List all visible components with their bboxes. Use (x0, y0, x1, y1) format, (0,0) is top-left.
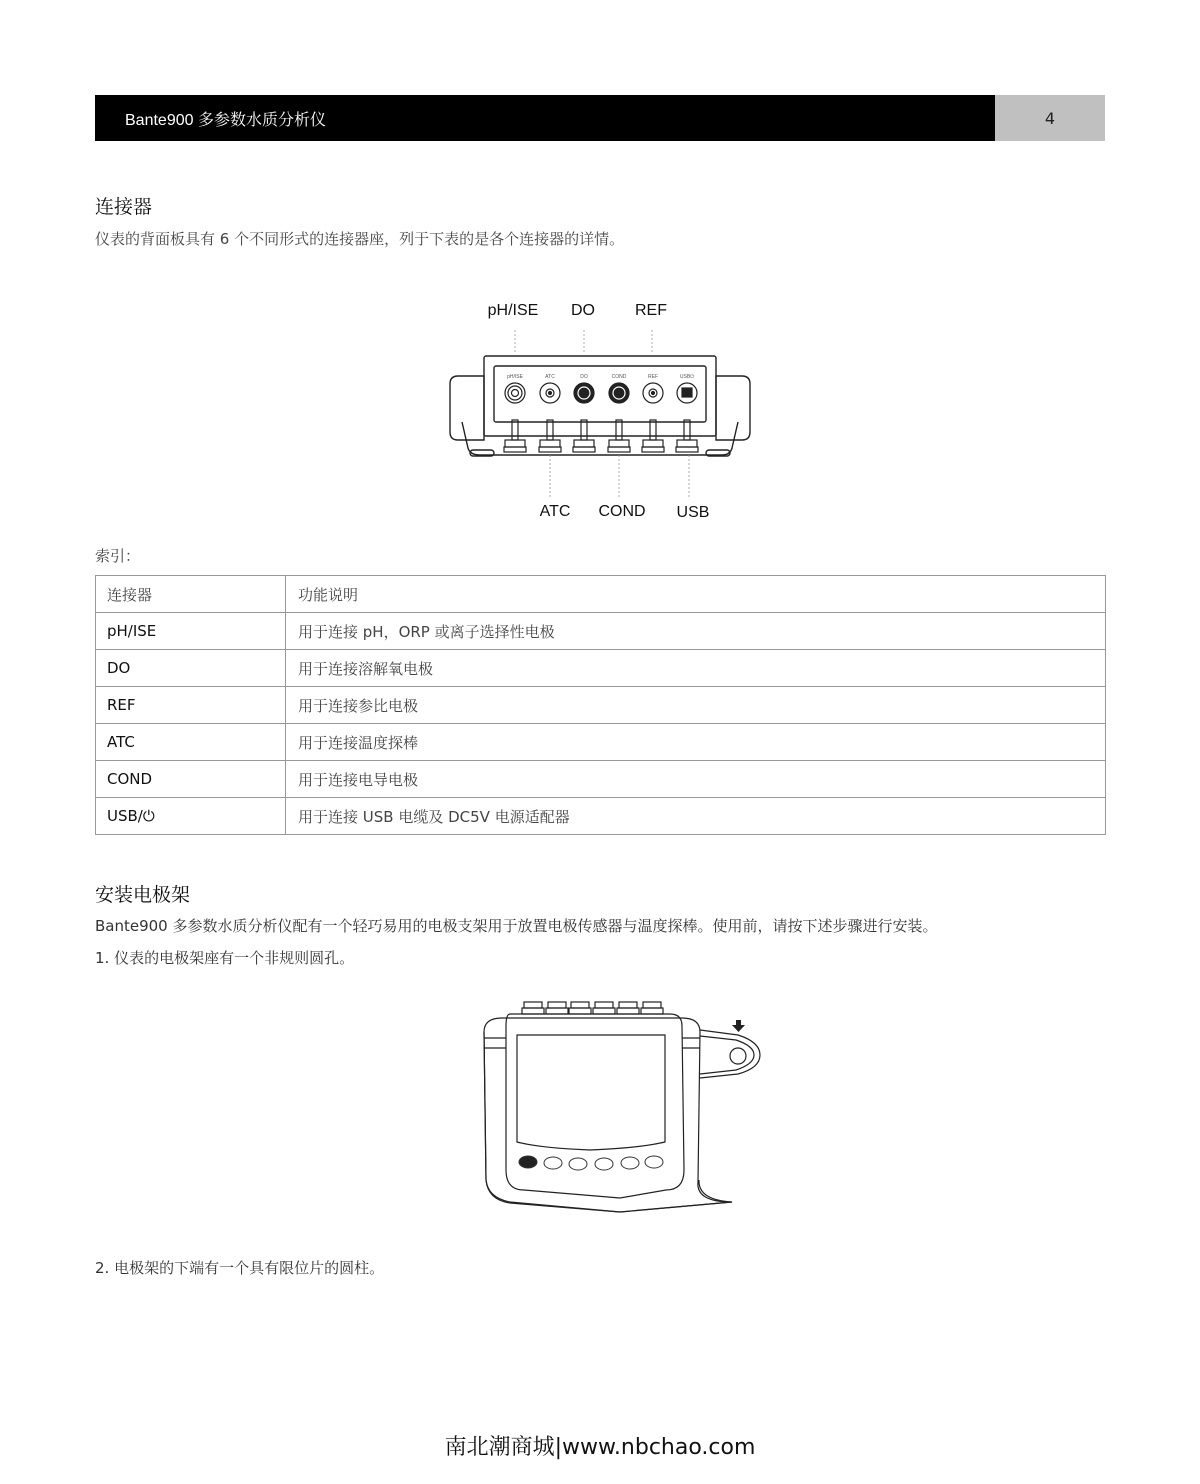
connector-description: 用于连接电导电极 (286, 761, 1106, 798)
panel-label-atc: ATC (545, 374, 555, 380)
meter-front-diagram (470, 990, 780, 1220)
callout-phise: pH/ISE (487, 302, 539, 319)
section-heading-holder: 安装电极架 (95, 884, 191, 906)
index-label: 索引： (95, 547, 141, 565)
holder-step-2: 2. 电极架的下端有一个具有限位片的圆柱。 (95, 1259, 385, 1277)
back-panel-illustration (440, 290, 760, 530)
callout-atc: ATC (539, 503, 571, 520)
table-row (96, 687, 1106, 724)
connectors-intro: 仪表的背面板具有 6 个不同形式的连接器座，列于下表的是各个连接器的详情。 (95, 230, 625, 248)
connector-name: USB/⏻ (96, 798, 286, 835)
back-panel-diagram (440, 290, 760, 530)
holder-intro: Bante900 多参数水质分析仪配有一个轻巧易用的电极支架用于放置电极传感器与温度探棒。使用前，请按下述步骤进行安装。 (95, 917, 938, 935)
page-number: 4 (995, 95, 1105, 141)
table-row (96, 798, 1106, 835)
connector-description: 用于连接温度探棒 (286, 724, 1106, 761)
footer-watermark: 南北潮商城|www.nbchao.com (444, 1435, 756, 1460)
panel-label-do: DO (580, 374, 588, 380)
table-row (96, 724, 1106, 761)
connector-name: pH/ISE (96, 613, 286, 650)
panel-label-cond: COND (611, 374, 627, 380)
connector-table (95, 575, 1106, 835)
connector-description: 用于连接参比电极 (286, 687, 1106, 724)
table-row (96, 761, 1106, 798)
callout-usb: USB (676, 504, 710, 521)
connector-name: DO (96, 650, 286, 687)
header-description: 功能说明 (286, 576, 1106, 613)
meter-front-illustration (470, 990, 780, 1220)
down-arrow-icon (732, 1020, 745, 1032)
connector-name: ATC (96, 724, 286, 761)
callout-ref: REF (635, 302, 667, 319)
table-row (96, 613, 1106, 650)
table-row (96, 650, 1106, 687)
callout-do: DO (571, 302, 595, 319)
section-heading-connectors: 连接器 (95, 196, 153, 218)
page-header (95, 95, 1105, 141)
callout-cond: COND (598, 503, 646, 520)
header-connector: 连接器 (96, 576, 286, 613)
connector-name: REF (96, 687, 286, 724)
document-title: Bante900 多参数水质分析仪 (95, 95, 995, 141)
panel-label-usb: USB⏻ (679, 374, 695, 380)
connector-description: 用于连接溶解氧电极 (286, 650, 1106, 687)
holder-step-1: 1. 仪表的电极架座有一个非规则圆孔。 (95, 949, 355, 967)
connector-description: 用于连接 USB 电缆及 DC5V 电源适配器 (286, 798, 1106, 835)
connector-description: 用于连接 pH，ORP 或离子选择性电极 (286, 613, 1106, 650)
table-header-row (96, 576, 1106, 613)
panel-label-phise: pH/ISE (507, 374, 523, 380)
connector-name: COND (96, 761, 286, 798)
panel-label-ref: REF (648, 374, 658, 380)
